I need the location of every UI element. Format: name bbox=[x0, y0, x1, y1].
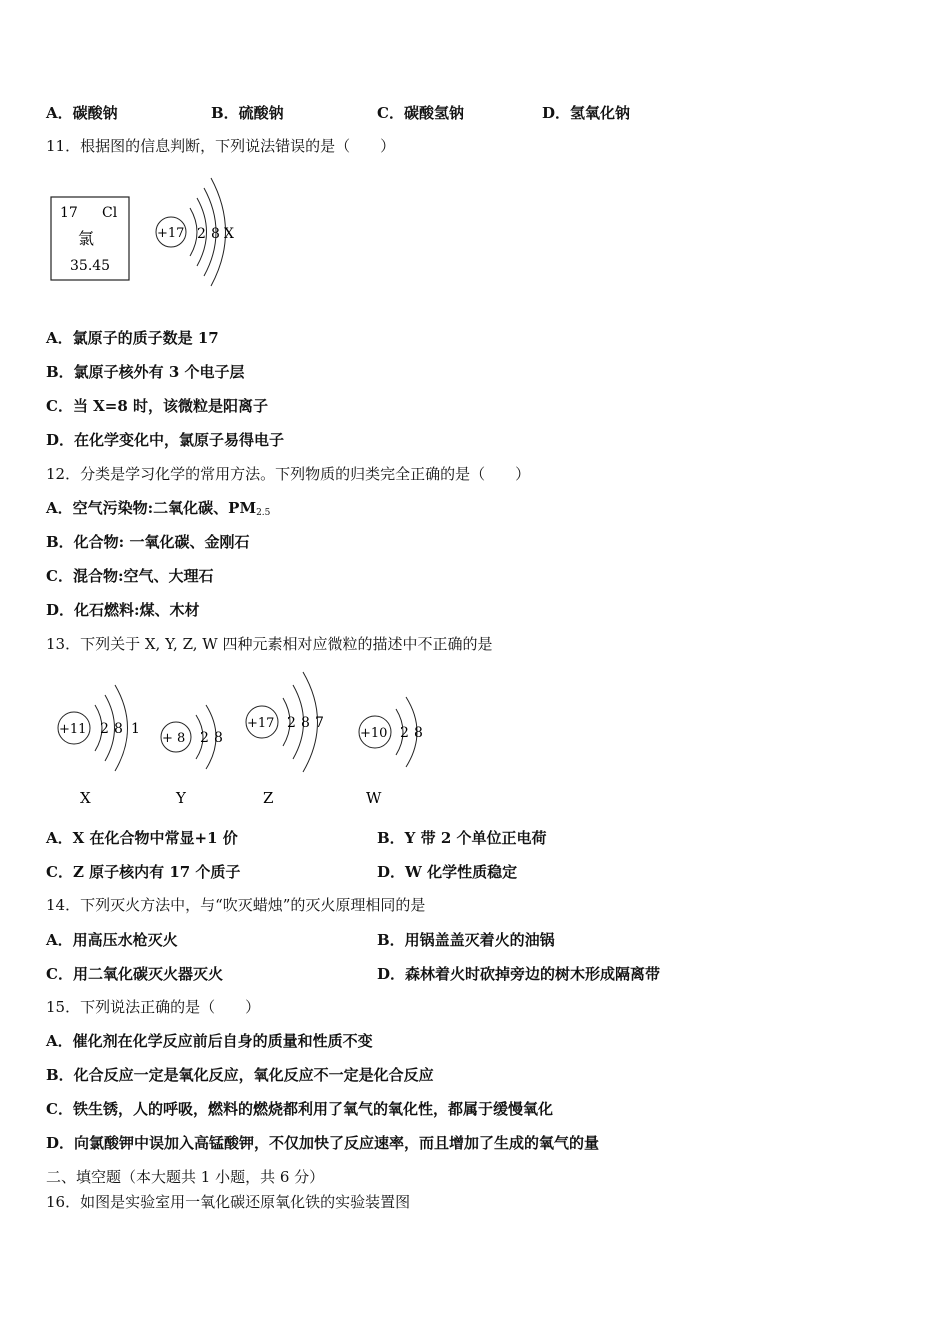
q13-option-c: C．Z 原子核内有 17 个质子 bbox=[46, 863, 241, 881]
particle-y-shell-1: 2 bbox=[200, 730, 209, 746]
q12-option-a-subscript: 2.5 bbox=[256, 508, 271, 518]
particle-z-shell-3: 7 bbox=[315, 715, 324, 731]
particle-z-shell-2: 8 bbox=[301, 715, 310, 731]
particle-w-nucleus: +10 bbox=[360, 726, 388, 741]
particle-x-shell-2: 8 bbox=[114, 721, 123, 737]
particle-x-diagram bbox=[58, 685, 140, 807]
particle-z-shell-1: 2 bbox=[287, 715, 296, 731]
particle-x-shell-1: 2 bbox=[100, 721, 109, 737]
q12-stem: 12．分类是学习化学的常用方法。下列物质的归类完全正确的是（ ） bbox=[46, 465, 531, 483]
element-card-symbol: Cl bbox=[102, 205, 118, 221]
q13-figure bbox=[40, 665, 460, 815]
particle-y-shell-2: 8 bbox=[214, 730, 223, 746]
q11-option-a: A．氯原子的质子数是 17 bbox=[46, 329, 219, 347]
particle-x-label: X bbox=[80, 789, 91, 807]
q12-option-a bbox=[46, 498, 270, 523]
particle-y-label: Y bbox=[176, 789, 186, 807]
q15-option-c: C．铁生锈，人的呼吸，燃料的燃烧都利用了氧气的氧化性，都属于缓慢氧化 bbox=[46, 1100, 553, 1118]
q12-option-c: C．混合物:空气、大理石 bbox=[46, 567, 214, 585]
atom-shell-3: X bbox=[224, 226, 234, 242]
atom-nucleus: +17 bbox=[157, 226, 185, 241]
particle-y-nucleus: + 8 bbox=[162, 731, 186, 746]
q14-option-c: C．用二氧化碳灭火器灭火 bbox=[46, 965, 223, 983]
q10-option-d: D．氢氧化钠 bbox=[542, 104, 631, 122]
q12-option-a-text: A．空气污染物:二氧化碳、PM bbox=[46, 499, 257, 517]
particle-w-label: W bbox=[366, 789, 382, 807]
element-card-number: 17 bbox=[60, 205, 78, 221]
q11-option-c: C．当 X=8 时，该微粒是阳离子 bbox=[46, 397, 269, 415]
section-heading: 二、填空题（本大题共 1 小题，共 6 分） bbox=[46, 1168, 325, 1186]
q13-option-b: B．Y 带 2 个单位正电荷 bbox=[377, 829, 547, 847]
q10-option-a: A．碳酸钠 bbox=[46, 104, 118, 122]
particle-z-nucleus: +17 bbox=[247, 716, 275, 731]
q15-stem: 15．下列说法正确的是（ ） bbox=[46, 998, 261, 1016]
particle-y-diagram bbox=[161, 705, 223, 807]
q16-stem: 16．如图是实验室用一氧化碳还原氧化铁的实验装置图 bbox=[46, 1193, 411, 1211]
element-card-mass: 35.45 bbox=[70, 258, 111, 274]
q11-option-b: B．氯原子核外有 3 个电子层 bbox=[46, 363, 245, 381]
particle-w-shell-2: 8 bbox=[414, 725, 423, 741]
q11-option-d: D．在化学变化中，氯原子易得电子 bbox=[46, 431, 285, 449]
q14-stem: 14．下列灭火方法中，与“吹灭蜡烛”的灭火原理相同的是 bbox=[46, 896, 426, 914]
q11-stem: 11．根据图的信息判断，下列说法错误的是（ ） bbox=[46, 137, 396, 155]
q14-option-a: A．用高压水枪灭火 bbox=[46, 931, 178, 949]
q10-option-b: B．硫酸钠 bbox=[211, 104, 284, 122]
element-card bbox=[51, 197, 129, 280]
q15-option-a: A．催化剂在化学反应前后自身的质量和性质不变 bbox=[46, 1032, 373, 1050]
q15-option-b: B．化合反应一定是氧化反应，氧化反应不一定是化合反应 bbox=[46, 1066, 434, 1084]
atom-shell-2: 8 bbox=[211, 226, 220, 242]
q13-option-a: A．X 在化合物中常显+1 价 bbox=[46, 829, 238, 847]
particle-x-nucleus: +11 bbox=[59, 722, 87, 737]
q10-option-c: C．碳酸氢钠 bbox=[377, 104, 464, 122]
q13-option-d: D．W 化学性质稳定 bbox=[377, 863, 518, 881]
q13-stem: 13．下列关于 X, Y, Z, W 四种元素相对应微粒的描述中不正确的是 bbox=[46, 635, 493, 653]
q15-option-d: D．向氯酸钾中误加入高锰酸钾，不仅加快了反应速率，而且增加了生成的氧气的量 bbox=[46, 1134, 600, 1152]
chlorine-atom-diagram bbox=[156, 178, 234, 286]
q11-figure bbox=[40, 170, 260, 295]
element-card-name: 氯 bbox=[78, 229, 95, 248]
atom-shell-1: 2 bbox=[197, 226, 206, 242]
particle-z-diagram bbox=[246, 672, 324, 807]
q12-option-b: B．化合物: 一氧化碳、金刚石 bbox=[46, 533, 250, 551]
q12-option-d: D．化石燃料:煤、木材 bbox=[46, 601, 200, 619]
particle-z-label: Z bbox=[263, 789, 274, 807]
q14-option-b: B．用锅盖盖灭着火的油锅 bbox=[377, 931, 555, 949]
q14-option-d: D．森林着火时砍掉旁边的树木形成隔离带 bbox=[377, 965, 661, 983]
particle-x-shell-3: 1 bbox=[131, 721, 140, 737]
particle-w-shell-1: 2 bbox=[400, 725, 409, 741]
particle-w-diagram bbox=[359, 697, 423, 807]
